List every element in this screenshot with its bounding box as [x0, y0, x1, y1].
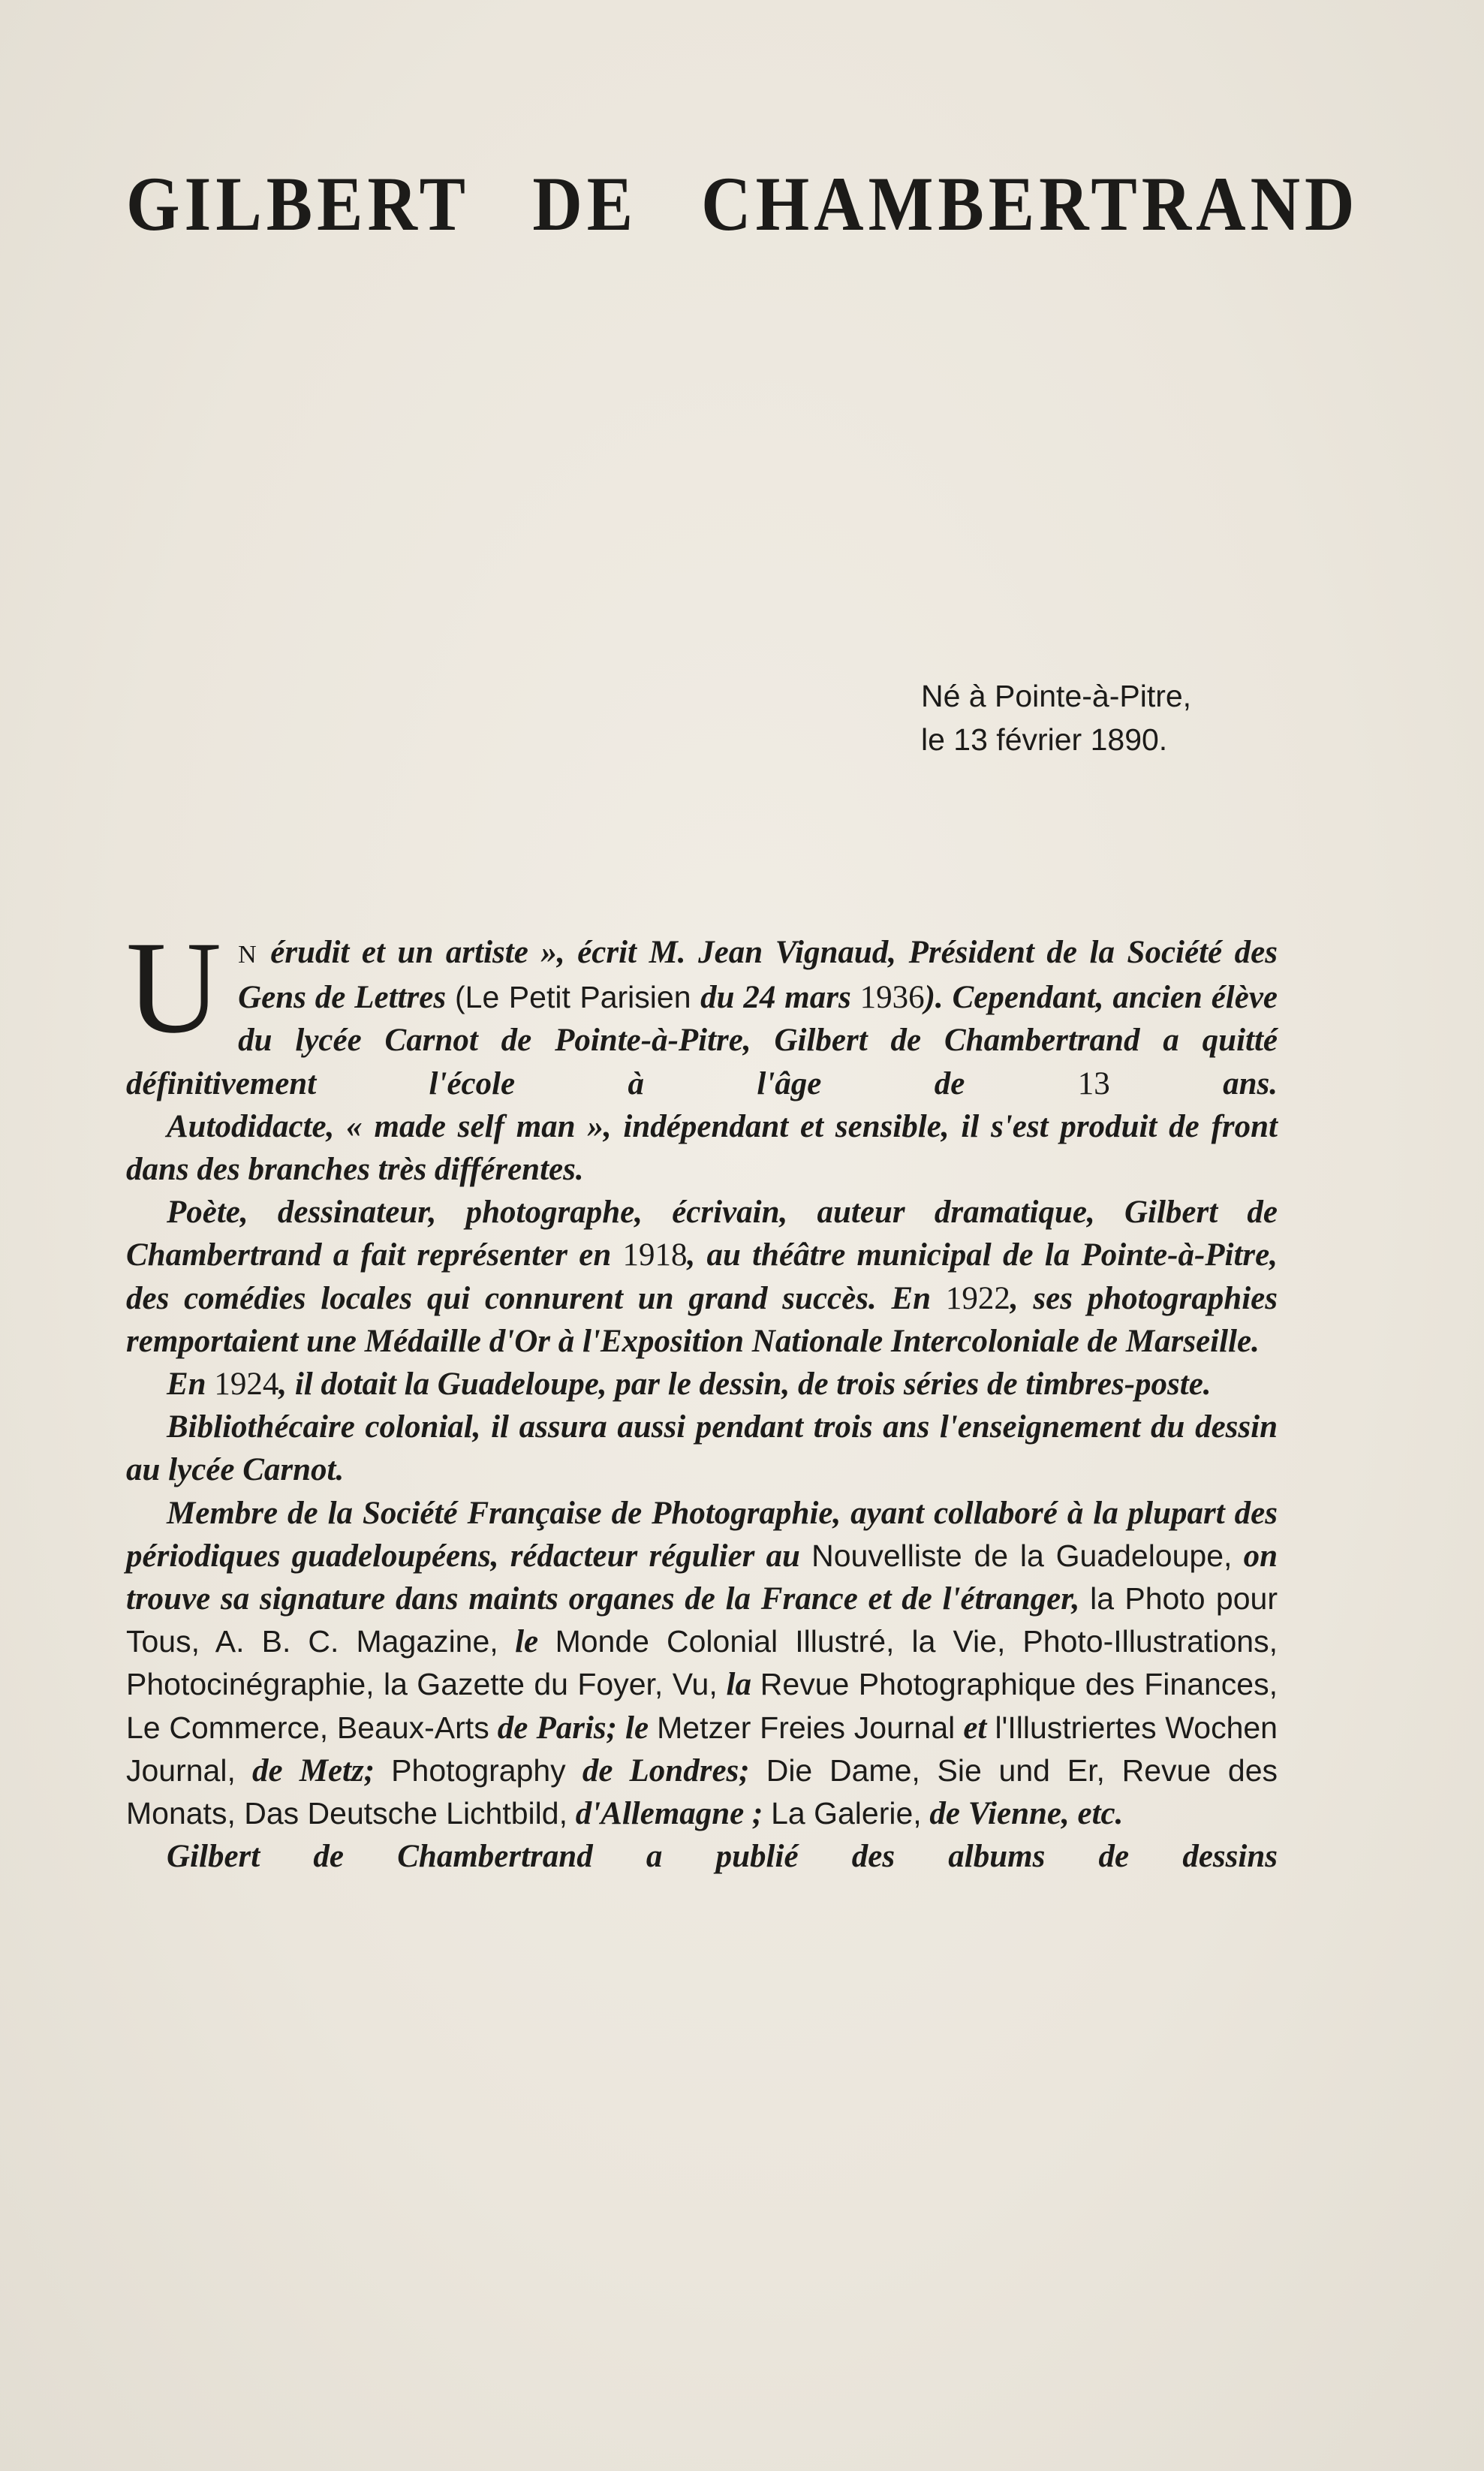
paragraph-1: U N érudit et un artiste », écrit M. Jean Vignaud, Président de la Société des Gens de Lettres (Le Petit Parisien du 24 mars 1936). Cependant, ancien élève du lycée Carnot de Pointe-à-Pitre, Gilbert de Chambertrand a quitté définitivement l'école à l'âge de 13 ans.	[126, 915, 1278, 1101]
paragraph-3: Poète, dessinateur, photographe, écrivain, auteur dramatique, Gilbert de Chambertrand a fait représenter en 1918, au théâtre municipal de la Pointe-à-Pitre, des comédies locales qui connurent un grand succès. En 1922, ses photographies remportaient une Médaille d'Or à l'Exposition Nationale Intercoloniale de Marseille.	[126, 1195, 1278, 1359]
page-title: GILBERT DE CHAMBERTRAND	[126, 161, 1359, 247]
birth-line-1: Né à Pointe-à-Pitre,	[921, 679, 1192, 713]
paragraph-2: Autodidacte, « made self man », indépendant et sensible, il s'est produit de front dans des branches très différentes.	[126, 1108, 1278, 1188]
paragraph-5: Bibliothécaire colonial, il assura aussi pendant trois ans l'enseignement du dessin au lycée Carnot.	[126, 1409, 1278, 1488]
drop-cap: U	[126, 915, 222, 1061]
birth-note	[921, 674, 1311, 761]
paragraph-4: En 1924, il dotait la Guadeloupe, par le dessin, de trois séries de timbres-poste.	[167, 1367, 1212, 1403]
paragraph-6: Membre de la Société Française de Photographie, ayant collaboré à la plupart des périodiques guadeloupéens, rédacteur régulier au Nouvelliste de la Guadeloupe, on trouve sa signature dans maints organes de la France et de l'étranger, la Photo pour Tous, A. B. C. Magazine, le Monde Colonial Illustré, la Vie, Photo-Illustrations, Photocinégraphie, la Gazette du Foyer, Vu, la Revue Photographique des Finances, Le Commerce, Beaux-Arts de Paris; le Metzer Freies Journal et l'Illustriertes Wochen Journal, de Metz; Photography de Londres; Die Dame, Sie und Er, Revue des Monats, Das Deutsche Lichtbild, d'Allemagne ; La Galerie, de Vienne, etc.	[126, 1495, 1278, 1832]
paragraph-7: Gilbert de Chambertrand a publié des albums de dessins	[167, 1839, 1278, 1875]
birth-line-2: le 13 février 1890.	[921, 722, 1168, 757]
biography-text	[126, 915, 1278, 1878]
